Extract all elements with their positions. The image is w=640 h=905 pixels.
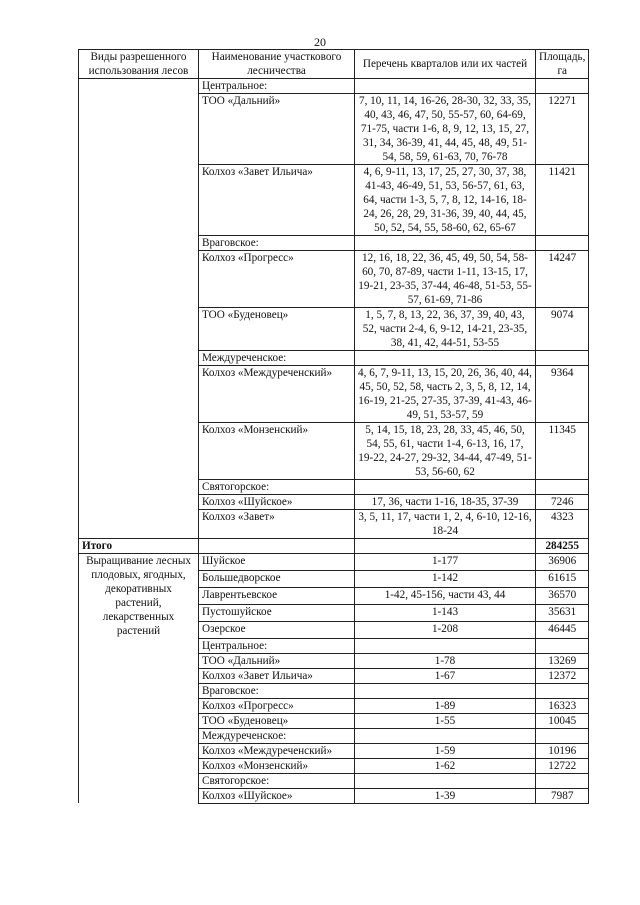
empty-cell [79, 94, 199, 165]
header-row [79, 50, 589, 79]
empty-cell [79, 510, 199, 539]
district-row [79, 638, 589, 653]
header-area: Площадь, га [536, 50, 589, 79]
forestry-name: Большедворское [199, 570, 355, 587]
forestry-name: Колхоз «Завет» [199, 510, 355, 539]
table-row [79, 510, 589, 539]
area-value: 36906 [536, 554, 589, 571]
quarters-list: 1-177 [355, 554, 536, 571]
total-label: Итого [79, 539, 199, 554]
quarters-list: 5, 14, 15, 18, 23, 28, 33, 45, 46, 50, 54, 55, 61, части 1-4, 6-13, 16, 17, 19-22, 24-27, 29-32, 34-44, 47-49, 51-53, 56-60, 62 [355, 423, 536, 480]
empty-cell [79, 713, 199, 728]
empty-cell [536, 773, 589, 788]
forestry-name: Пустошуйское [199, 604, 355, 621]
district-row [79, 480, 589, 495]
district-label: Центральное: [199, 638, 355, 653]
forestry-name: Колхоз «Завет Ильича» [199, 165, 355, 236]
forestry-name: Колхоз «Прогресс» [199, 251, 355, 308]
empty-cell [355, 351, 536, 366]
forestry-name: Лаврентьевское [199, 587, 355, 604]
quarters-list: 1-59 [355, 743, 536, 758]
empty-cell [536, 638, 589, 653]
empty-cell [355, 236, 536, 251]
quarters-list: 1-142 [355, 570, 536, 587]
district-row [79, 351, 589, 366]
district-row [79, 683, 589, 698]
table-row [79, 94, 589, 165]
area-value: 9364 [536, 366, 589, 423]
quarters-list: 1-78 [355, 653, 536, 668]
quarters-list: 17, 36, части 1-16, 18-35, 37-39 [355, 495, 536, 510]
forestry-name: Колхоз «Монзенский» [199, 423, 355, 480]
forestry-name: ТОО «Дальний» [199, 94, 355, 165]
use-type-label: Выращивание лесных плодовых, ягодных, декоративных растений, лекарственных растений [79, 554, 199, 639]
area-value: 11421 [536, 165, 589, 236]
empty-cell [79, 79, 199, 94]
area-value: 14247 [536, 251, 589, 308]
area-value: 12722 [536, 758, 589, 773]
area-value: 7987 [536, 788, 589, 803]
district-row [79, 728, 589, 743]
empty-cell [79, 728, 199, 743]
table-row [79, 423, 589, 480]
empty-cell [536, 480, 589, 495]
total-row [79, 539, 589, 554]
empty-cell [79, 308, 199, 351]
area-value: 13269 [536, 653, 589, 668]
district-row [79, 773, 589, 788]
page-number: 20 [314, 35, 326, 49]
table-row [79, 788, 589, 803]
forestry-name: ТОО «Буденовец» [199, 713, 355, 728]
forestry-name: Колхоз «Шуйское» [199, 495, 355, 510]
forestry-name: Колхоз «Монзенский» [199, 758, 355, 773]
table-row [79, 743, 589, 758]
area-value: 12271 [536, 94, 589, 165]
header-forestry-name: Наименование участкового лесничества [199, 50, 355, 79]
empty-cell [355, 638, 536, 653]
quarters-list: 1-42, 45-156, части 43, 44 [355, 587, 536, 604]
empty-cell [355, 728, 536, 743]
quarters-list: 12, 16, 18, 22, 36, 45, 49, 50, 54, 58-60, 70, 87-89, части 1-11, 13-15, 17, 19-21, 23-35, 37-44, 46-48, 51-53, 55-57, 61-69, 71-86 [355, 251, 536, 308]
empty-cell [536, 79, 589, 94]
empty-cell [79, 773, 199, 788]
area-value: 10045 [536, 713, 589, 728]
empty-cell [79, 423, 199, 480]
empty-cell [79, 653, 199, 668]
district-row [79, 79, 589, 94]
table-row [79, 758, 589, 773]
quarters-list: 1-89 [355, 698, 536, 713]
empty-cell [355, 79, 536, 94]
total-value: 284255 [536, 539, 589, 554]
header-quarters: Перечень кварталов или их частей [355, 50, 536, 79]
empty-cell [79, 638, 199, 653]
header-use-type: Виды разрешенного использования лесов [79, 50, 199, 79]
area-value: 16323 [536, 698, 589, 713]
table-row [79, 165, 589, 236]
area-value: 10196 [536, 743, 589, 758]
empty-cell [79, 698, 199, 713]
quarters-list: 1-62 [355, 758, 536, 773]
empty-cell [79, 743, 199, 758]
quarters-list: 4, 6, 9-11, 13, 17, 25, 27, 30, 37, 38, 41-43, 46-49, 51, 53, 56-57, 61, 63, 64, части 1-3, 5, 7, 8, 12, 14-16, 18-24, 26, 28, 29, 31-36, 39, 40, 44, 45, 50, 52, 54, 55, 58-60, 62, 65-67 [355, 165, 536, 236]
empty-cell [79, 236, 199, 251]
forestry-name: ТОО «Буденовец» [199, 308, 355, 351]
table-row [79, 653, 589, 668]
area-value: 11345 [536, 423, 589, 480]
forestry-name: Колхоз «Прогресс» [199, 698, 355, 713]
table-row [79, 308, 589, 351]
quarters-list: 1-143 [355, 604, 536, 621]
quarters-list: 3, 5, 11, 17, части 1, 2, 4, 6-10, 12-16, 18-24 [355, 510, 536, 539]
table-row [79, 366, 589, 423]
empty-cell [536, 728, 589, 743]
empty-cell [536, 683, 589, 698]
empty-cell [79, 251, 199, 308]
quarters-list: 1-55 [355, 713, 536, 728]
area-value: 12372 [536, 668, 589, 683]
table-row [79, 713, 589, 728]
empty-cell [355, 773, 536, 788]
forestry-name: Озерское [199, 621, 355, 638]
district-label: Враговское: [199, 236, 355, 251]
quarters-list: 1-39 [355, 788, 536, 803]
quarters-list: 1, 5, 7, 8, 13, 22, 36, 37, 39, 40, 43, 52, части 2-4, 6, 9-12, 14-21, 23-35, 38, 41, 42, 44-51, 53-55 [355, 308, 536, 351]
empty-cell [79, 495, 199, 510]
table-row [79, 668, 589, 683]
empty-cell [536, 351, 589, 366]
quarters-list: 4, 6, 7, 9-11, 13, 15, 20, 26, 36, 40, 44, 45, 50, 52, 58, часть 2, 3, 5, 8, 12, 14, 16-19, 21-25, 27-35, 37-39, 41-43, 46-49, 51, 53-57, 59 [355, 366, 536, 423]
table-row [79, 251, 589, 308]
area-value: 61615 [536, 570, 589, 587]
district-label: Междуреченское: [199, 351, 355, 366]
empty-cell [536, 236, 589, 251]
area-value: 9074 [536, 308, 589, 351]
empty-cell [355, 683, 536, 698]
district-row [79, 236, 589, 251]
area-value: 4323 [536, 510, 589, 539]
forestry-name: Колхоз «Шуйское» [199, 788, 355, 803]
area-value: 36570 [536, 587, 589, 604]
empty-cell [79, 758, 199, 773]
empty-cell [199, 539, 355, 554]
quarters-list: 1-67 [355, 668, 536, 683]
district-label: Враговское: [199, 683, 355, 698]
empty-cell [79, 668, 199, 683]
forestry-name: Колхоз «Междуреченский» [199, 743, 355, 758]
forestry-name: Колхоз «Междуреченский» [199, 366, 355, 423]
empty-cell [355, 480, 536, 495]
forestry-name: ТОО «Дальний» [199, 653, 355, 668]
forestry-name: Колхоз «Завет Ильича» [199, 668, 355, 683]
table-row [79, 698, 589, 713]
area-value: 7246 [536, 495, 589, 510]
empty-cell [79, 480, 199, 495]
quarters-list: 7, 10, 11, 14, 16-26, 28-30, 32, 33, 35, 40, 43, 46, 47, 50, 55-57, 60, 64-69, 71-75, части 1-6, 8, 9, 12, 13, 15, 27, 31, 34, 36-39, 41, 44, 45, 48, 49, 51-54, 58, 59, 61-63, 70, 76-78 [355, 94, 536, 165]
district-label: Святогорское: [199, 773, 355, 788]
empty-cell [79, 788, 199, 803]
forest-use-table [78, 49, 589, 804]
area-value: 35631 [536, 604, 589, 621]
forestry-name: Шуйское [199, 554, 355, 571]
empty-cell [355, 539, 536, 554]
table-row [79, 495, 589, 510]
district-label: Святогорское: [199, 480, 355, 495]
empty-cell [79, 351, 199, 366]
area-value: 46445 [536, 621, 589, 638]
table-row [79, 554, 589, 571]
quarters-list: 1-208 [355, 621, 536, 638]
empty-cell [79, 165, 199, 236]
district-label: Междуреченское: [199, 728, 355, 743]
empty-cell [79, 683, 199, 698]
empty-cell [79, 366, 199, 423]
table-body [79, 79, 589, 804]
district-label: Центральное: [199, 79, 355, 94]
